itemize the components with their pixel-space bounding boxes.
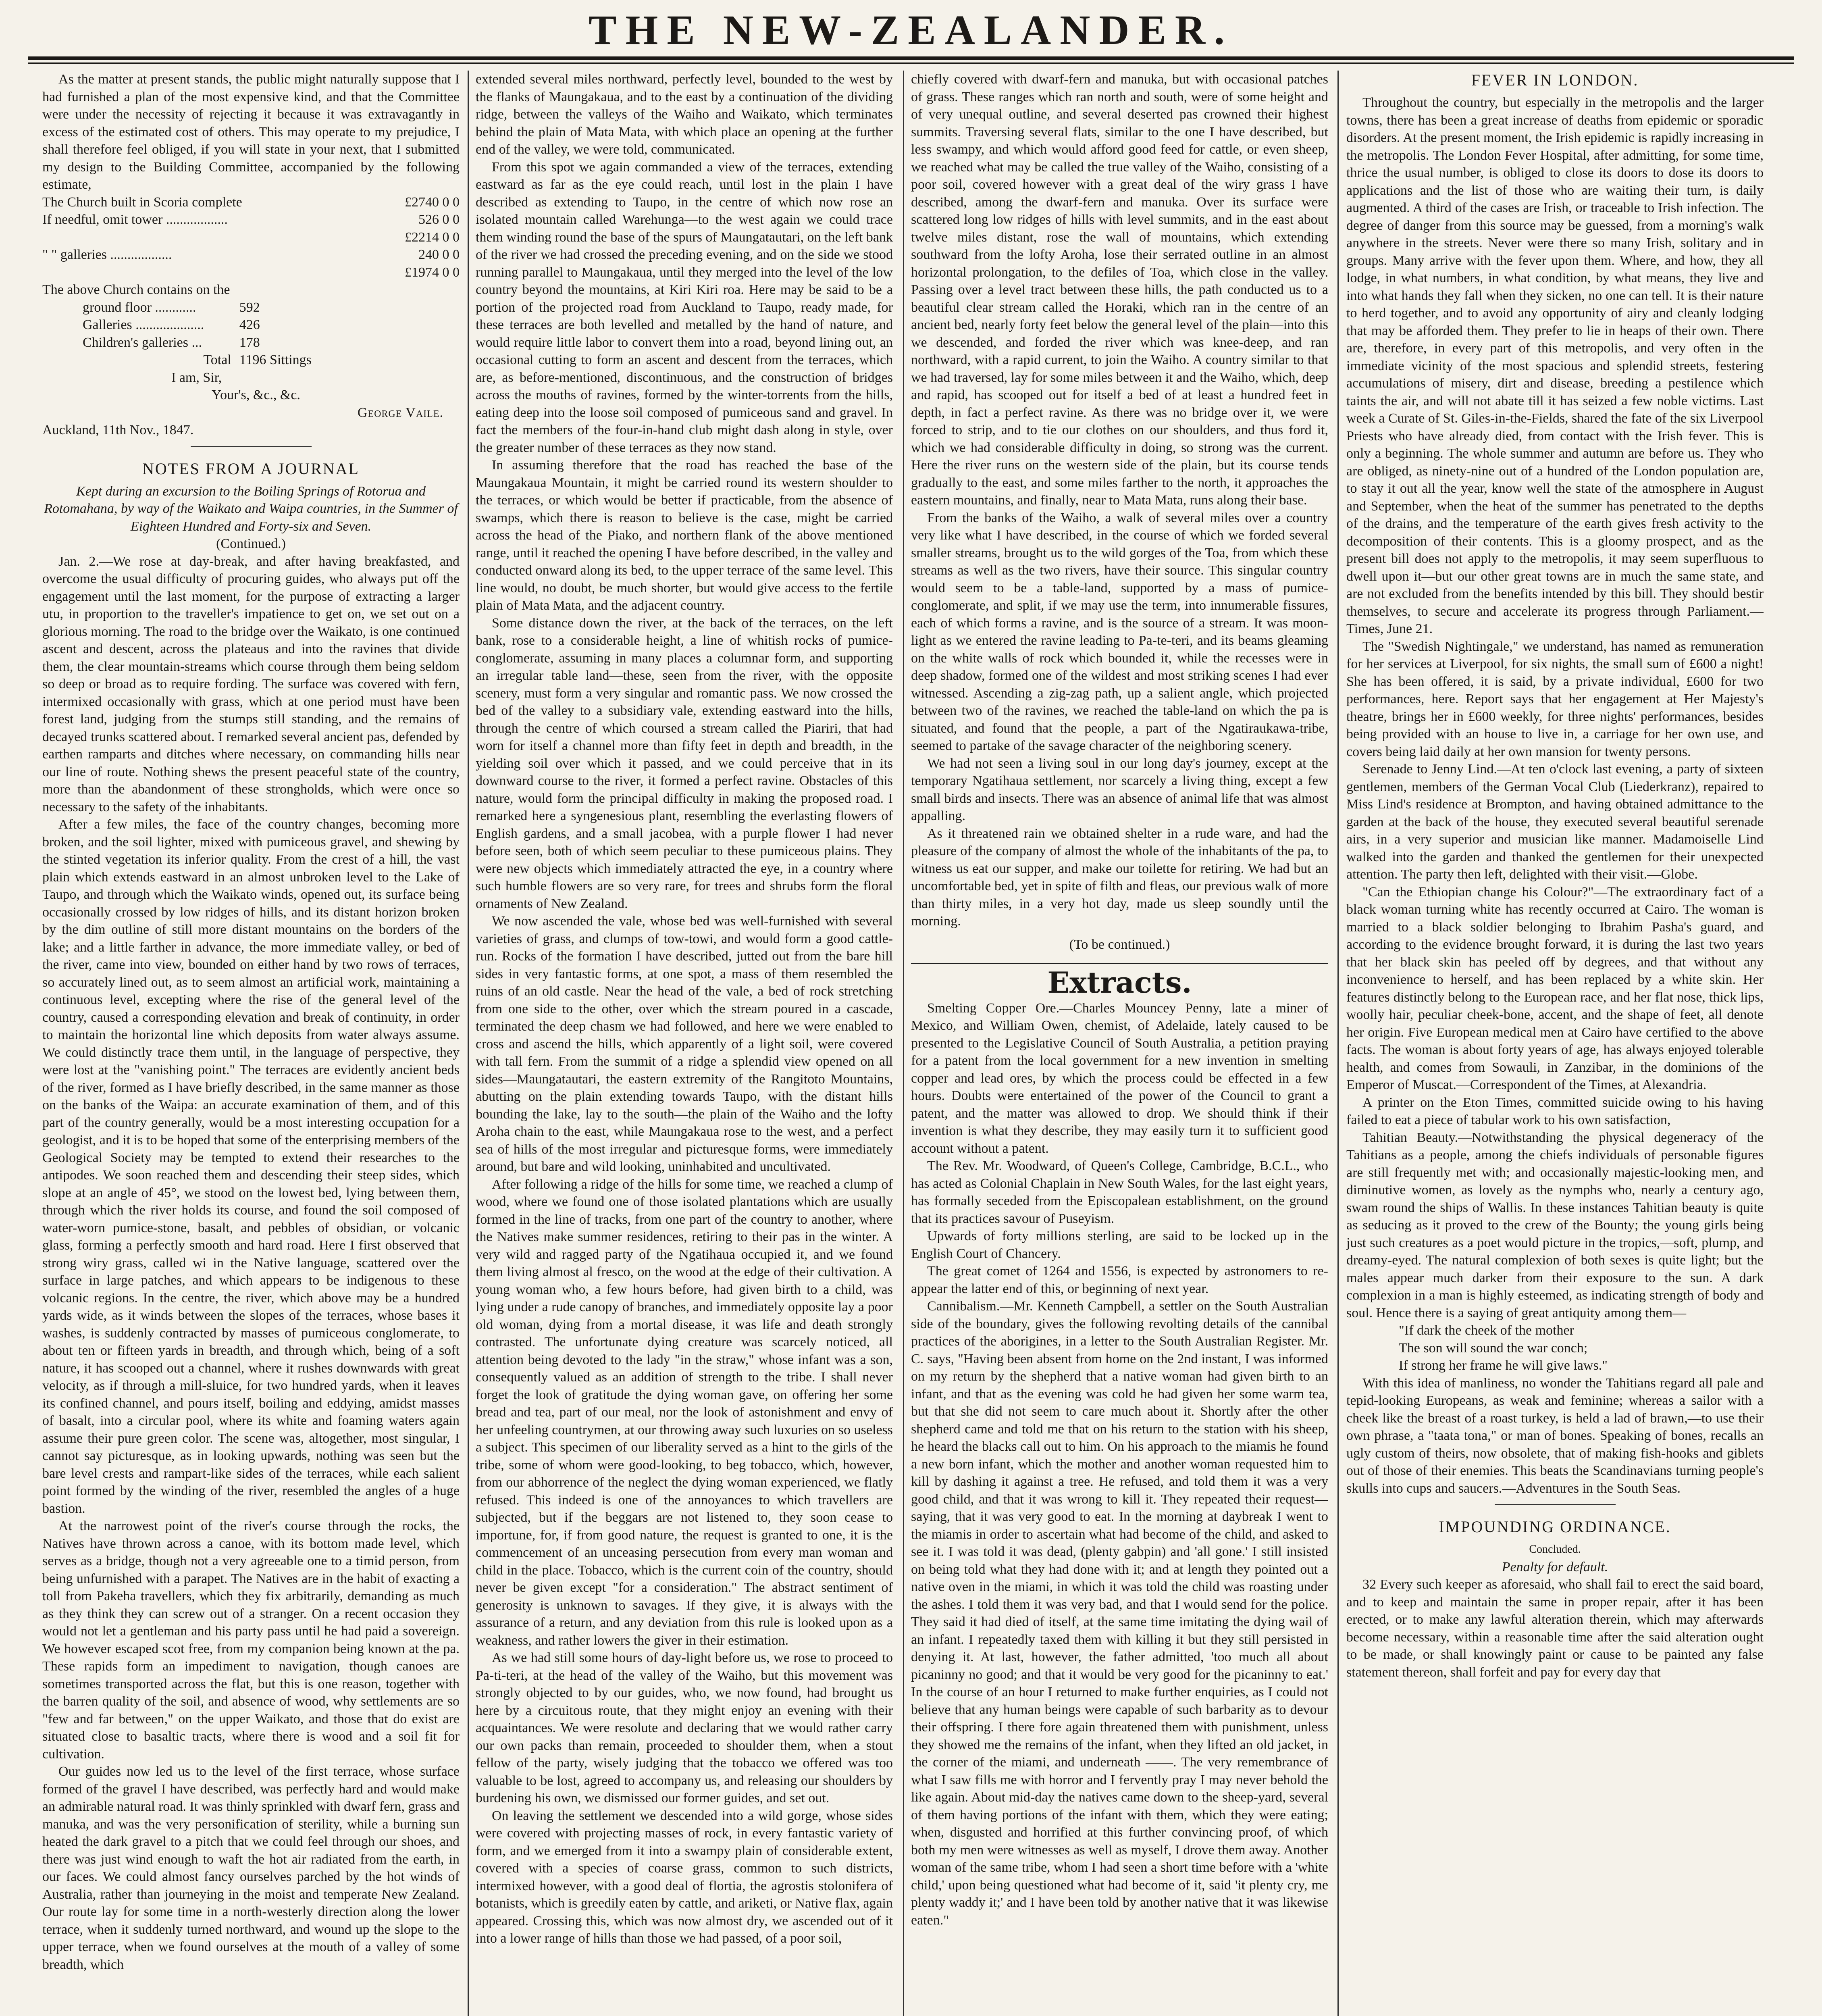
column-2 [476,71,893,2016]
church-intro: The above Church contains on the [42,282,230,297]
estimate-label [42,229,370,246]
separator [911,963,1328,964]
signature: George Vaile. [357,405,443,420]
separator [191,446,312,447]
extracts-heading: Extracts. [1047,965,1192,1000]
article-paragraph: A printer on the Eton Times, committed suicide owing to his having failed to eat a piece of tabular work to his own satisfaction, [1346,1095,1764,1127]
signoff: I am, Sir, [171,370,222,385]
column-3 [911,71,1328,2016]
article-paragraph: The "Swedish Nightingale," we understand, has named as remuneration for her services at Liverpool, for six nights, the small sum of £600 a night! She has been offered, it is said, by a private individual, £600 for two performances, here. Report says that her engagement at Her Majesty's theatre, brings her in £600 weekly, for three nights' performances, besides being provided with an house to live in, a carriage for her own use, and covers being laid daily at her own mansion for twenty persons. [1346,639,1764,759]
sittings-label: Galleries .................... [83,317,204,332]
article-heading: IMPOUNDING ORDINANCE. [1439,1518,1671,1536]
section-heading: Penalty for default. [1502,1559,1608,1574]
estimate-amount: 526 0 0 [418,212,460,227]
signoff: Your's, &c., &c. [212,387,300,402]
column-4 [1346,71,1764,2016]
continued-note: (Continued.) [216,536,286,551]
estimate-label [42,264,370,281]
article-paragraph: At the narrowest point of the river's course through the rocks, the Natives have thrown across a canoe, with its bottom made level, which serves as a bridge, though not a very agreeable one to a timid person, from being unfurnished with a parapet. The Natives are in the habit of exacting a toll from Pakeha travellers, which they fix arbitrarily, demanding as much as they think they can screw out of a stranger. On a recent occasion they would not let a gentleman and his party pass until he had paid a sovereign. We however escaped scot free, from my companion being known at the pa. These rapids form an impediment to navigation, though canoes are sometimes transported across the flat, but this is one reason, together with the barren quality of the soil, and absence of wood, why settlements are so "few and far between," on the upper Waikato, and those that do exist are situated close to basaltic tracts, where there is wood and a soil fit for cultivation. [42,1518,460,1762]
article-paragraph: As we had still some hours of day-light before us, we rose to proceed to Pa-ti-teri, at the head of the valley of the Waiho, but this movement was strongly objected to by our guides, who, we now found, had brought us here by a circuitous route, that they might enjoy an evening with their acquaintances. We were resolute and declaring that we would rather carry our own packs than remain, proceeded to shoulder them, when a stout fellow of the party, wisely judging that the tobacco we offered was too valuable to be lost, agreed to accompany us, and releasing our shoulders by burdening his own, we dismissed our former guides, and set out. [476,1650,893,1806]
sittings-value: 426 [239,317,260,332]
estimate-label: If needful, omit tower .................. [42,212,228,227]
article-heading: FEVER IN LONDON. [1471,71,1639,89]
sittings-label: Children's galleries ... [83,335,202,350]
estimate-label: The Church built in Scoria complete [42,194,242,210]
separator [1495,1504,1616,1505]
letter-intro: As the matter at present stands, the public might naturally suppose that I had furnished a plan of the most expensive kind, and that the Committee were under the necessity of rejecting it because it was extravagantly in excess of the estimated cost of others. This may operate to my prejudice, I shall therefore feel obliged, if you will state in your next, that I submitted my design to the Building Committee, accompanied by the following estimate, [42,72,460,192]
article-paragraph: On leaving the settlement we descended into a wild gorge, whose sides were covered with projecting masses of rock, in every fantastic variety of form, and we emerged from it into a swampy plain of considerable extent, covered with a species of coarse grass, common to such districts, intermixed however, with a good deal of flortia, the agrostis stolonifera of botanists, which is greedily eaten by cattle, and ariketi, or Native flax, again appeared. Crossing this, which was now almost dry, we ascended out of it into a lower range of hills than those we had passed, of a poor soil, [476,1808,893,1946]
sittings-label: Total [203,352,231,367]
article-paragraph: From this spot we again commanded a view of the terraces, extending eastward as far as the eye could reach, until lost in the plain I have described as extending to Taupo, in the centre of which now rose an isolated mountain called Warehunga—to the west again we could trace them winding round the base of the spurs of Maungatautari, on the left bank of the river we had crossed the preceding evening, and on the side we stood running parallel to Maungakaua, until they merged into the level of the low country beyond the mountains, at Kiri Kiri roa. Here may be said to be a portion of the projected road from Auckland to Taupo, ready made, for these terraces are both levelled and metalled by the hand of nature, and would require little labor to convert them into a road, beyond lining out, an occasional cutting to form an ascent and descent from the terraces, which are, as before-mentioned, discontinuous, and the construction of bridges across the mouths of ravines, formed by the winter-torrents from the hills, eating deep into the loose soil composed of pumiceous sand and gravel. In fact the members of the four-in-hand club might dash along in style, over the greater number of these terraces as they now stand. [476,159,893,455]
estimate-amount: £2740 0 0 [405,194,460,210]
article-paragraph: Tahitian Beauty.—Notwithstanding the physical degeneracy of the Tahitians as a people, among the chiefs individuals of personable figures are still frequently met with; and occasionally majestic-looking men, and diminutive women, as lovely as the nymphs who, nearly a century ago, swam round the ships of Wallis. In these instances Tahitian beauty is quite as seducing as it proved to the crew of the Bounty; the young girls being just such creatures as a poet would picture in the tropics,—soft, plump, and dreamy-eyed. The natural complexion of both sexes is quite light; but the males appear much darker from their exposure to the sun. A dark complexion in a man is highly esteemed, as indicating strength of body and soul. Hence there is a saying of great antiquity among them— [1346,1130,1764,1320]
article-heading: NOTES FROM A JOURNAL [142,459,360,478]
article-paragraph: We now ascended the vale, whose bed was well-furnished with several varieties of grass, and clumps of tow-towi, and would form a good cattle-run. Rocks of the formation I have described, jutted out from the bare hill sides in very fantastic forms, at one spot, a mass of them resembled the ruins of an old castle. Near the head of the vale, a bed of rock stretching from one side to the other, over which the stream poured in a cascade, terminated the deep chasm we had followed, and here we were enabled to cross and ascend the hills, which apparently of a light soil, were covered with tall fern. From the summit of a ridge a splendid view opened on all sides—Maungatautari, the eastern extremity of the Rangitoto Mountains, abutting on the plain extending towards Taupo, with the distant hills bounding the lake, lay to the south—the plain of the Waiho and the lofty Aroha chain to the east, while Maungakaua rose to the west, and a perfect sea of hills of the most irregular and picturesque forms, were immediately around, but bare and wild looking, uninhabited and uncultivated. [476,914,893,1174]
masthead [0,0,1822,60]
column-divider [903,71,904,2016]
concluded-note: Concluded. [1529,1543,1581,1556]
letter-date: Auckland, 11th Nov., 1847. [42,423,194,437]
sittings-label: ground floor ............ [83,300,196,315]
article-paragraph: Our guides now led us to the level of the first terrace, whose surface formed of the gravel I have described, was perfectly hard and would make an admirable natural road. It was thinly sprinkled with dwarf fern, grass and manuka, and was the very personification of sterility, while a burning sun heated the dark gravel to a pitch that we could feel through our shoes, and there was just wind enough to waft the hot air radiated from the earth, in our faces. We could almost fancy ourselves parched by the hot winds of Australia, rather than journeying in the moist and temperate New Zealand. Our route lay for some time in a north-westerly direction along the lower terrace, when it suddenly turned northward, and wound up the slope to the upper terrace, when we found ourselves at the mouth of a valley of some breadth, which [42,1764,460,1972]
column-1 [42,71,460,2016]
article-paragraph: After following a ridge of the hills for some time, we reached a clump of wood, where we found one of those isolated plantations which are usually formed in the line of tracks, from one part of the country to another, where the Natives make summer residences, retiring to their pas in the winter. A very wild and ragged party of the Ngatihaua occupied it, and we found them living almost al fresco, on the wood at the edge of their cultivation. A young woman who, a few hours before, had given birth to a child, was lying under a rude canopy of branches, and immediately opposite lay a poor old woman, dying from a mortal disease, it was life and death strongly contrasted. The unfortunate dying creature was scarcely noticed, all attention being devoted to the lady "in the straw," whose infant was a son, consequently valued as an addition of strength to the tribe. I shall never forget the look of gratitude the dying woman gave, on offering her some bread and tea, part of our meal, nor the look of astonishment and envy of her unfeeling countrymen, at our throwing away such luxuries on so useless a subject. This specimen of our liberality served as a hint to the girls of the tribe, some of whom were good-looking, to beg tobacco, which, however, from our abhorrence of the neglect the dying woman experienced, we flatly refused. This indeed is one of the annoyances to which travellers are subjected, but if the beggars are not listened to, they soon cease to importune, for, if from good nature, the request is granted to one, it is the commencement of an unceasing persecution from every man woman and child in the place. Tobacco, which is the current coin of the country, should never be given except "for a consideration." The abstract sentiment of generosity is unknown to savages. If they give, it is always with the assurance of a return, and any deviation from this rule is looked upon as a weakness, and rather lowers the giver in their estimation. [476,1177,893,1648]
estimate-amount: £1974 0 0 [405,264,460,280]
article-paragraph: chiefly covered with dwarf-fern and manuka, but with occasional patches of grass. These ranges which ran north and south, were of some height and of very unequal outline, and several deserted pas crowned their highest summits. Traversing several flats, similar to the one I have described, but less swampy, and which would afford good feed for cattle, or even sheep, we reached what may be called the true valley of the Waiho, consisting of a poor soil, covered however with a great deal of the wiry grass I have described, among the dwarf-fern and manuka. Over its surface were scattered long low ridges of hills with level summits, and in the east about twelve miles distant, rose the wall of mountains, which extending southward from the lofty Aroha, lose their serrated outline in an almost horizontal prolongation, to the defiles of Toa, which close in the valley. Passing over a level tract between these hills, the path conducted us to a beautiful clear stream called the Horaki, which ran in the centre of an ancient bed, nearly forty feet below the general level of the plain—into this we descended, and forded the river which was knee-deep, and ran northward, with a rapid current, to join the Waiho. A country similar to that we had traversed, lay for some miles between it and the Waiho, which, deep and rapid, has scooped out for itself a bed of at least a hundred feet in depth, in fact a perfect ravine. As there was no bridge over it, we were forced to strip, and to tie our clothes on our shoulders, and thus ford it, which we had considerable difficulty in doing, so strong was the current. Here the river runs on the western side of the plain, but its course tends gradually to the east, and some miles farther to the north, it approaches the eastern mountains, and finally, near to Mata Mata, runs along their base. [911,72,1328,508]
masthead-rule-thick [28,56,1794,60]
extract-paragraph: Upwards of forty millions sterling, are said to be locked up in the English Court of Chancery. [911,1229,1328,1261]
article-paragraph: In assuming therefore that the road has reached the base of the Maungakaua Mountain, it might be carried round its western shoulder to the terraces, or which would be better if practicable, from the absence of swamps, which there is reason to believe is the case, might be carried across the head of the Piako, and northern flank of the above mentioned range, until it reached the opening I have before described, in the valley and conducted onward along its bed, to the upper terrace of the same level. This line would, no doubt, be much shorter, but would give access to the fertile plain of Mata Mata, and the adjacent country. [476,458,893,613]
newspaper-title: THE NEW-ZEALANDER. [589,7,1233,53]
estimate-amount: 240 0 0 [418,247,460,262]
poem-line: If strong her frame he will give laws." [1399,1358,1608,1373]
article-paragraph: After a few miles, the face of the country changes, becoming more broken, and the soil lighter, mixed with pumiceous gravel, and shewing by the stinted vegetation its inferior quality. From the crest of a hill, the vast plain which extends eastward in an almost unbroken level to the Lake of Taupo, and through which the Waikato winds, opened out, its surface being occasionally crossed by low ridges of hills, and its distant horizon broken by the dim outline of still more distant mountains on the borders of the lake; and a little farther in advance, the more immediate valley, or bed of the river, came into view, bounded on either hand by two rows of terraces, so accurately lined out, as to seem almost an artificial work, maintaining a continuous level, excepting where the rise of the general level of the country, caused a corresponding elevation and break of continuity, in order to maintain the horizontal line which deposits from water always assume. We could distinctly trace them until, in the language of perspective, they were lost at the "vanishing point." The terraces are evidently ancient beds of the river, formed as I have briefly described, in the same manner as those on the banks of the Waipa: an accurate examination of them, and of this part of the country generally, would be a most interesting occupation for a geologist, and it is to be hoped that some of the enterprising members of the Geological Society may be tempted to extend their researches to the antipodes. We soon reached them and descending their steep sides, which slope at an angle of 45°, we stood on the lowest bed, lying between them, through which the river holds its course, and found the soil composed of water-worn pumice-stone, basalt, and pebbles of obsidian, or volcanic glass, forming a perfectly smooth and hard road. Here I first observed that strong wiry grass, called wi in the Native language, scattered over the surface in large patches, and which appears to be indigenous to these volcanic regions. In the centre, the river, which above may be a hundred yards wide, as it winds between the slopes of the terraces, whose bases it washes, is suddenly contracted by masses of pumiceous conglomerate, to about ten or fifteen yards in breadth, and through which, being of a soft nature, it has scooped out a channel, where it rushes downwards with great velocity, as if through a mill-sluice, for two hundred yards, when it leaves its confined channel, and pours itself, boiling and eddying, amidst masses of basalt, into a circular pool, where its white and foaming waters again assume their pure green color. The scene was, altogether, most singular, I cannot say picturesque, as in looking upwards, nothing was seen but the bare level crests and rampart-like sides of the terraces, while each salient point formed by the winding of the river, resembled the angles of a huge bastion. [42,817,460,1516]
estimate-amount: £2214 0 0 [405,229,460,245]
estimate-label: " " galleries .................. [42,247,172,262]
article-paragraph: Throughout the country, but especially in the metropolis and the larger towns, there has been a great increase of deaths from epidemic or sporadic disorders. At the present moment, the Irish epidemic is rapidly increasing in the metropolis. The London Fever Hospital, after admitting, for some time, thrice the usual number, is obliged to close its doors to dose its doors to applications and the list of those who are waiting their turn, is daily augmented. A third of the cases are Irish, or traceable to Irish infection. The degree of danger from this source may be guessed, from a morning's walk anywhere in the streets. Never were there so many Irish, solitary and in groups. Many arrive with the fever upon them. Where, and how, they all lodge, in what numbers, in what condition, by what means, they live and into what hands they fall when they sicken, no one can tell. It is their nature to herd together, and to avoid any opportunity of airy and cleanly lodging that may be afforded them. They prefer to lie in heaps of their own. There are, therefore, in every part of this metropolis, and very often in the immediate vicinity of the most spacious and splendid streets, festering accumulations of misery, dirt and disease, breeding a pestilence which taints the air, and will not abate till it has seized a few noble victims. Last week a Curate of St. Giles-in-the-Fields, shared the fate of the six Liverpool Priests who have already died, from contact with the Irish fever. This is only a beginning. The whole summer and autumn are before us. They who are obliged, as ninety-nine out of a hundred of the London population are, to stay it out all the year, know well the state of the atmosphere in August and September, when the heat of the summer has penetrated to the depths of the drains, and the temperature of the earth gives fresh activity to the decomposition of their contents. This is a gloomy prospect, and as the present bill does not apply to the metropolis, it may seem superfluous to dwell upon it—but our other great towns are in much the same state, and are not excluded from the benefits intended by this bill. They should bestir themselves, to secure and accelerate its progress through Parliament.—Times, June 21. [1346,95,1764,636]
article-paragraph: 32 Every such keeper as aforesaid, who shall fail to erect the said board, and to keep and maintain the same in proper repair, after it has been erected, or to make any lawful alteration therein, which may afterwards become necessary, within a reasonable time after the said alteration ought to be made, or shall knowingly paint or cause to be painted any false statement thereon, shall forfeit and pay for every day that [1346,1577,1764,1680]
extract-paragraph: Cannibalism.—Mr. Kenneth Campbell, a settler on the South Australian side of the boundary, gives the following revolting details of the cannibal practices of the aborigines, in a letter to the South Australian Register. Mr. C. says, "Having been absent from home on the 2nd instant, I was informed on my return by the shepherd that a native woman had given birth to an infant, and that as the evening was cold he had given her some warm tea, but that she did not seem to care much about it. Shortly after the other shepherd came and told me that on his return to the station with his sheep, he heard the blacks call out to him. On his approach to the miamis he found a new born infant, which the mother and another woman requested him to kill by dashing it against a tree. He refused, and told them it was a very good child, and that it was wrong to kill it. They repeated their request—saying, that it was very good to eat. In the morning at daybreak I went to the miamis in order to ascertain what had become of the child, and asked to see it. I was told it was dead, (plenty gabpin) and 'all gone.' I still insisted on being told what they had done with it; and at length they pointed out a native oven in the miami, in which it was told the child was roasting under the ashes. I told them it was very bad, and that I would send for the police. They said it had died of itself, at the same time imitating the dying wail of an infant. I repeatedly taxed them with killing it but they still persisted in denying it. At last, however, the father admitted, 'too much all about picaninny no good; and that it would be very good for the picaninny to eat.' In the course of an hour I returned to make further enquiries, as I could not believe that any human beings were capable of such barbarity as to devour their offspring. I there fore again threatened them with punishment, unless they showed me the remains of the infant, when they lifted an old jacket, in the corner of the miami, and underneath ——. The very remembrance of what I saw fills me with horror and I fervently pray I may never behold the like again. About mid-day the natives came down to the sheep-yard, several of them having portions of the infant with them, which they were eating; when, disgusted and horrified at this further convincing proof, of which both my men were witnesses as well as myself, I drove them away. Another woman of the same tribe, whom I had seen a short time before with a 'white child,' upon being questioned what had become of it, said 'it plenty cry, me plenty waddy it;' and I have been told by another native that it was likewise eaten." [911,1299,1328,1928]
article-paragraph: We had not seen a living soul in our long day's journey, except at the temporary Ngatihaua settlement, nor scarcely a living thing, except a few small birds and insects. There was an absence of animal life that was almost appalling. [911,756,1328,823]
column-divider [1337,71,1339,2016]
article-paragraph: extended several miles northward, perfectly level, bounded to the west by the flanks of Maungakaua, and to the east by a continuation of the dividing ridge, between the valleys of the Waiho and Waikato, which terminates behind the plain of Mata Mata, with which place an opening at the further end of the valley, we were told, communicated. [476,72,893,157]
column-divider [468,71,469,2016]
extract-paragraph: The Rev. Mr. Woodward, of Queen's College, Cambridge, B.C.L., who has acted as Colonial Chaplain in New South Wales, for the last eight years, has formally seceded from the Episcopalean establishment, on the ground that its practices savour of Puseyism. [911,1158,1328,1226]
article-paragraph: Jan. 2.—We rose at day-break, and after having breakfasted, and overcome the usual difficulty of procuring guides, who always put off the engagement until the last moment, for the purpose of extracting a larger utu, in proportion to the traveller's impatience to get on, we set out on a glorious morning. The road to the bridge over the Waikato, is one continued ascent and descent, across the plateaus and into the ravines that divide them, the clear mountain-streams which course through them being seldom so deep or broad as to require fording. The surface was covered with fern, intermixed occasionally with grass, which at one period must have been forest land, judging from the stumps still standing, and the remains of decayed trunks scattered about. I remarked several ancient pas, defended by earthen ramparts and ditches where necessary, on commanding hills near our line of route. Nothing shews the present peaceful state of the country, more than the abandonment of these strongholds, which were once so necessary to the safety of the inhabitants. [42,554,460,814]
article-paragraph: As it threatened rain we obtained shelter in a rude ware, and had the pleasure of the company of almost the whole of the inhabitants of the pa, to witness us eat our supper, and make our toilette for retiring. We had but an uncomfortable bed, yet in spite of filth and fleas, our previous walk of more than thirty miles, in a very hot day, made us sleep soundly until the morning. [911,826,1328,929]
article-paragraph: Serenade to Jenny Lind.—At ten o'clock last evening, a party of sixteen gentlemen, members of the German Vocal Club (Liederkranz), repaired to Miss Lind's residence at Brompton, and having obtained admittance to the garden at the back of the house, they executed several beautiful serenade airs, in a very superior and musician like manner. Madamoiselle Lind walked into the garden and thanked the gentlemen for their unexpected attention. The party then left, delighted with their visit.—Globe. [1346,762,1764,882]
article-paragraph: "Can the Ethiopian change his Colour?"—The extraordinary fact of a black woman turning white has recently occurred at Cairo. The woman is married to a black soldier belonging to Ibrahim Pasha's guard, and according to the evidence brought forward, it is during the last two years that her black skin has peeled off by degrees, and that without any inconvenience to herself, and has been replaced by a white skin. Her features distinctly belong to the European race, and her flat nose, thick lips, woolly hair, peculiar cheek-bone, accent, and the shape of feet, all denote her origin. Five European medical men at Cairo have certified to the above facts. The woman is about forty years of age, has always enjoyed tolerable health, and comes from Sowauli, in Zanzibar, in the dominions of the Emperor of Muscat.—Correspondent of the Times, at Alexandria. [1346,884,1764,1092]
poem-line: "If dark the cheek of the mother [1399,1323,1574,1338]
to-be-continued: (To be continued.) [1069,937,1170,952]
article-subheading: Kept during an excursion to the Boiling Springs of Rotorua and Rotomahana, by way of the Waikato and Waipa countries, in the Summer of Eighteen Hundred and Forty-six and Seven. [44,483,458,534]
article-paragraph: With this idea of manliness, no wonder the Tahitians regard all pale and tepid-looking Europeans, as weak and feminine; whereas a sailor with a cheek like the breast of a roast turkey, is held a lad of brawn,—to use their own phrase, a "taata tona," or man of bones. Speaking of bones, recalls an ugly custom of theirs, now obsolete, that of making fish-hooks and giblets out of those of their enemies. This beats the Scandinavians turning people's skulls into cups and saucers.—Adventures in the South Seas. [1346,1375,1764,1496]
extract-paragraph: The great comet of 1264 and 1556, is expected by astronomers to re-appear the latter end of this, or beginning of next year. [911,1264,1328,1296]
extract-paragraph: Smelting Copper Ore.—Charles Mouncey Penny, late a miner of Mexico, and William Owen, chemist, of Adelaide, lately caused to be presented to the Legislative Council of South Australia, a petition praying for a patent from the local government for a new invention in smelting copper and lead ores, by which the process could be effected in a few hours. Doubts were entertained of the power of the Council to grant a patent, and the matter was allowed to drop. We should think if their invention is what they describe, they may easily turn it to sufficient good account without a patent. [911,1000,1328,1156]
church-sittings-table [83,299,333,369]
estimate-table [42,194,460,281]
article-paragraph: Some distance down the river, at the back of the terraces, on the left bank, rose to a considerable height, a line of whitish rocks of pumice-conglomerate, assuming in many places a columnar form, and supporting an irregular table land—these, seen from the river, with the opposite scenery, must form a very singular and romantic pass. We now crossed the bed of the valley to a subsidiary vale, extending eastward into the hills, through the centre of which coursed a stream called the Piariri, that had worn for itself a channel more than fifty feet in depth and breadth, in the yielding soil over which it passed, and we could perceive that in its downward course to the river, it formed a perfect ravine. Obstacles of this nature, would form the principal difficulty in making the proposed road. I remarked here a syngenesious plant, resembling the everlasting flowers of English gardens, and a small jacobea, with a purple flower I had never before seen, both of which seem peculiar to these pumiceous plains. They were new objects which immediately attracted the eye, in a country where such humble flowers are so very rare, for trees and shrubs form the floral ornaments of New Zealand. [476,615,893,911]
poem-line: The son will sound the war conch; [1399,1340,1588,1356]
sittings-value: 178 [239,335,260,350]
sittings-value: 592 [239,300,260,315]
masthead-rule-thin [28,62,1794,64]
article-paragraph: From the banks of the Waiho, a walk of several miles over a country very like what I have described, in the course of which we forded several smaller streams, brought us to the wild gorges of the Toa, from which these streams as well as the two rivers, have their source. This singular country would seem to be a table-land, supported by a mass of pumice-conglomerate, and split, if we may use the term, into innumerable fissures, each of which forms a ravine, and is the source of a stream. It was moon-light as we entered the ravine leading to Pa-te-teri, and its beams gleaming on the white walls of rock which bounded it, while the recesses were in deep shadow, formed one of the wildest and most striking scenes I had ever witnessed. Ascending a zig-zag path, up a salient angle, which projected between two of the ravines, we reached the table-land on which the pa is situated, and found that the people, a part of the Ngatiraukawa-tribe, seemed to partake of the savage character of the neighboring scenery. [911,510,1328,753]
sittings-value: 1196 Sittings [239,352,312,367]
